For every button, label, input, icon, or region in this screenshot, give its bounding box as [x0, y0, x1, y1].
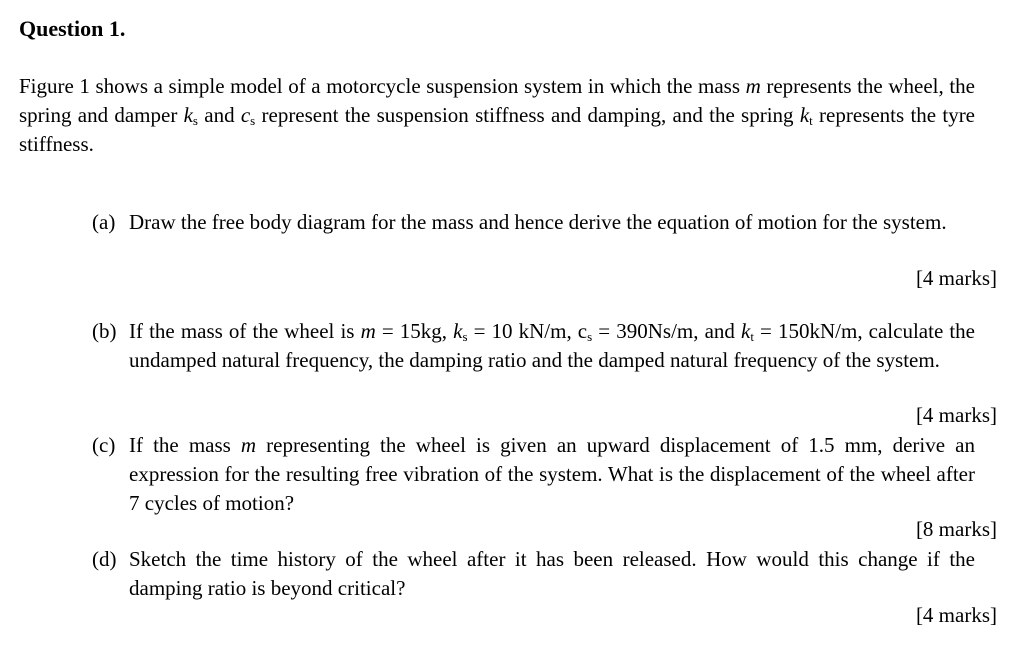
part-c [92, 431, 975, 518]
part-b-text-5: = 150kN/m, calculate the undamped natural frequency, the damping ratio and the damped natural frequency of the system. [129, 319, 976, 372]
subscript-s: s [250, 113, 256, 128]
intro-text-1: Figure 1 shows a simple model of a motorcycle suspension system in which the mass [19, 74, 746, 98]
symbol-cs: c [240, 103, 251, 127]
part-c-text-1: If the mass [129, 433, 241, 457]
part-c-marks: [8 marks] [915, 517, 997, 541]
intro-text-3: and [197, 103, 241, 127]
question-intro [19, 72, 975, 159]
subscript-s: s [587, 329, 593, 344]
symbol-m: m [360, 319, 376, 343]
symbol-m: m [745, 74, 761, 98]
part-b-marks: [4 marks] [915, 403, 997, 427]
part-d-marks: [4 marks] [915, 603, 997, 627]
part-d-text: Sketch the time history of the wheel after it has been released. How would this change if the damping ratio is beyond critical? [129, 547, 975, 600]
part-d [92, 545, 975, 603]
part-a [92, 208, 975, 237]
part-a-text: Draw the free body diagram for the mass and hence derive the equation of motion for the system. [129, 210, 947, 234]
part-b-label: (b) [92, 319, 117, 343]
part-b-text-3: = 10 kN/m, c [467, 319, 588, 343]
symbol-kt: k [741, 319, 751, 343]
part-b-text-1: If the mass of the wheel is [129, 319, 361, 343]
part-a-label: (a) [92, 210, 116, 234]
part-b [92, 317, 975, 375]
part-b-text [129, 317, 975, 375]
intro-text-2: represents the wheel, the spring and damper [19, 74, 975, 127]
subscript-s: s [462, 329, 468, 344]
part-c-text [129, 431, 975, 518]
intro-text-4: represent the suspension stiffness and damping, and the spring [255, 103, 800, 127]
symbol-ks: k [183, 103, 193, 127]
subscript-s: s [192, 113, 198, 128]
part-c-text-2: representing the wheel is given an upward displacement of 1.5 mm, derive an expression for the resulting free vibration of the system. What is the displacement of the wheel after 7 cycles of motion? [129, 433, 975, 515]
symbol-ks: k [453, 319, 463, 343]
part-d-label: (d) [92, 547, 117, 571]
part-b-text-4: = 390Ns/m, and [592, 319, 741, 343]
question-heading: Question 1. [19, 16, 126, 41]
subscript-t: t [809, 113, 813, 128]
symbol-m: m [240, 433, 257, 457]
part-a-marks: [4 marks] [915, 266, 997, 290]
subscript-t: t [750, 329, 754, 344]
part-c-label: (c) [92, 433, 116, 457]
symbol-kt: k [799, 103, 810, 127]
part-b-text-2: = 15kg, [375, 319, 454, 343]
intro-text-5: represents the tyre stiffness. [19, 103, 976, 156]
